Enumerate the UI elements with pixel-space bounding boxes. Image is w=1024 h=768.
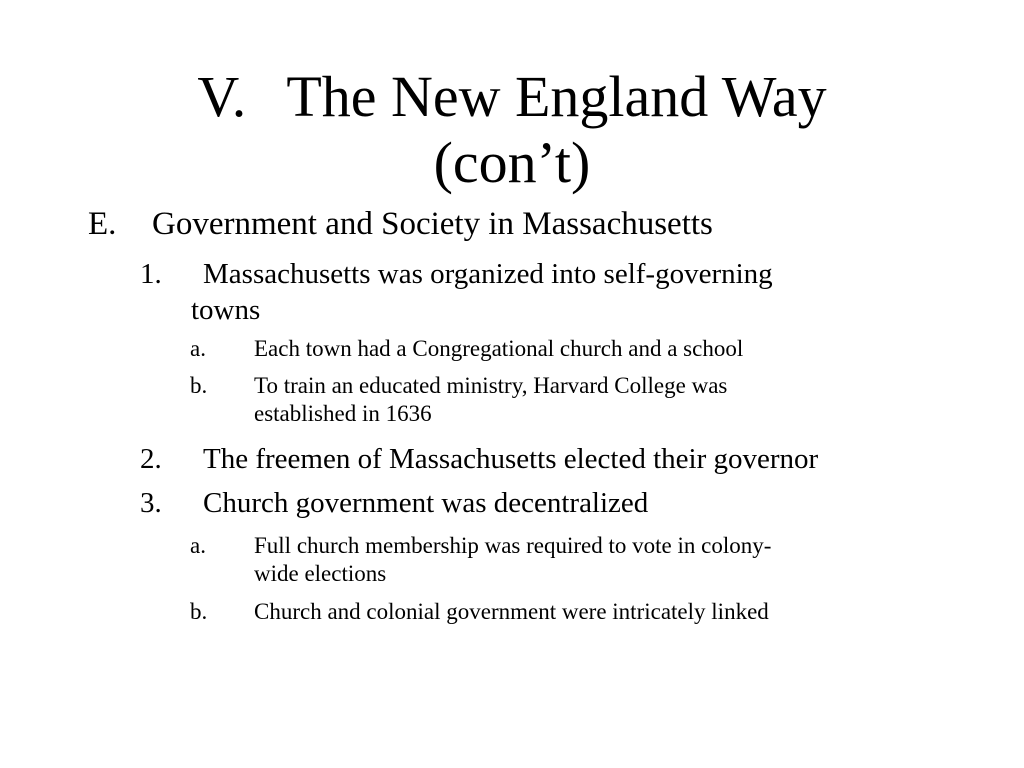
subpoint-text-line: To train an educated ministry, Harvard College was [254,373,728,398]
slide-title [0,64,1024,196]
title-line-2: (con’t) [433,130,591,195]
point-text-line: towns [191,294,261,326]
point-text-line: Massachusetts was organized into self-governing [203,258,773,290]
point-marker: 1. [140,258,162,290]
subpoint-marker: a. [190,533,206,558]
title-line-1 [0,64,1024,130]
section-marker: E. [88,206,117,242]
point-text-line: The freemen of Massachusetts elected their governor [203,443,819,475]
subpoint-text-line: wide elections [254,561,387,586]
subpoint-marker: b. [190,599,208,624]
subpoint-marker: a. [190,336,206,361]
title-number: V. [197,64,247,129]
subpoint-text-line: established in 1636 [254,401,432,426]
subpoint-text-line: Church and colonial government were intricately linked [254,599,769,624]
subpoint-marker: b. [190,373,208,398]
subpoint-text-line: Each town had a Congregational church and a school [254,336,744,361]
section-text: Government and Society in Massachusetts [152,206,713,242]
point-text-line: Church government was decentralized [203,487,649,519]
point-marker: 3. [140,487,162,519]
subpoint-text-line: Full church membership was required to vote in colony- [254,533,772,558]
point-marker: 2. [140,443,162,475]
title-text: The New England Way [286,64,827,129]
